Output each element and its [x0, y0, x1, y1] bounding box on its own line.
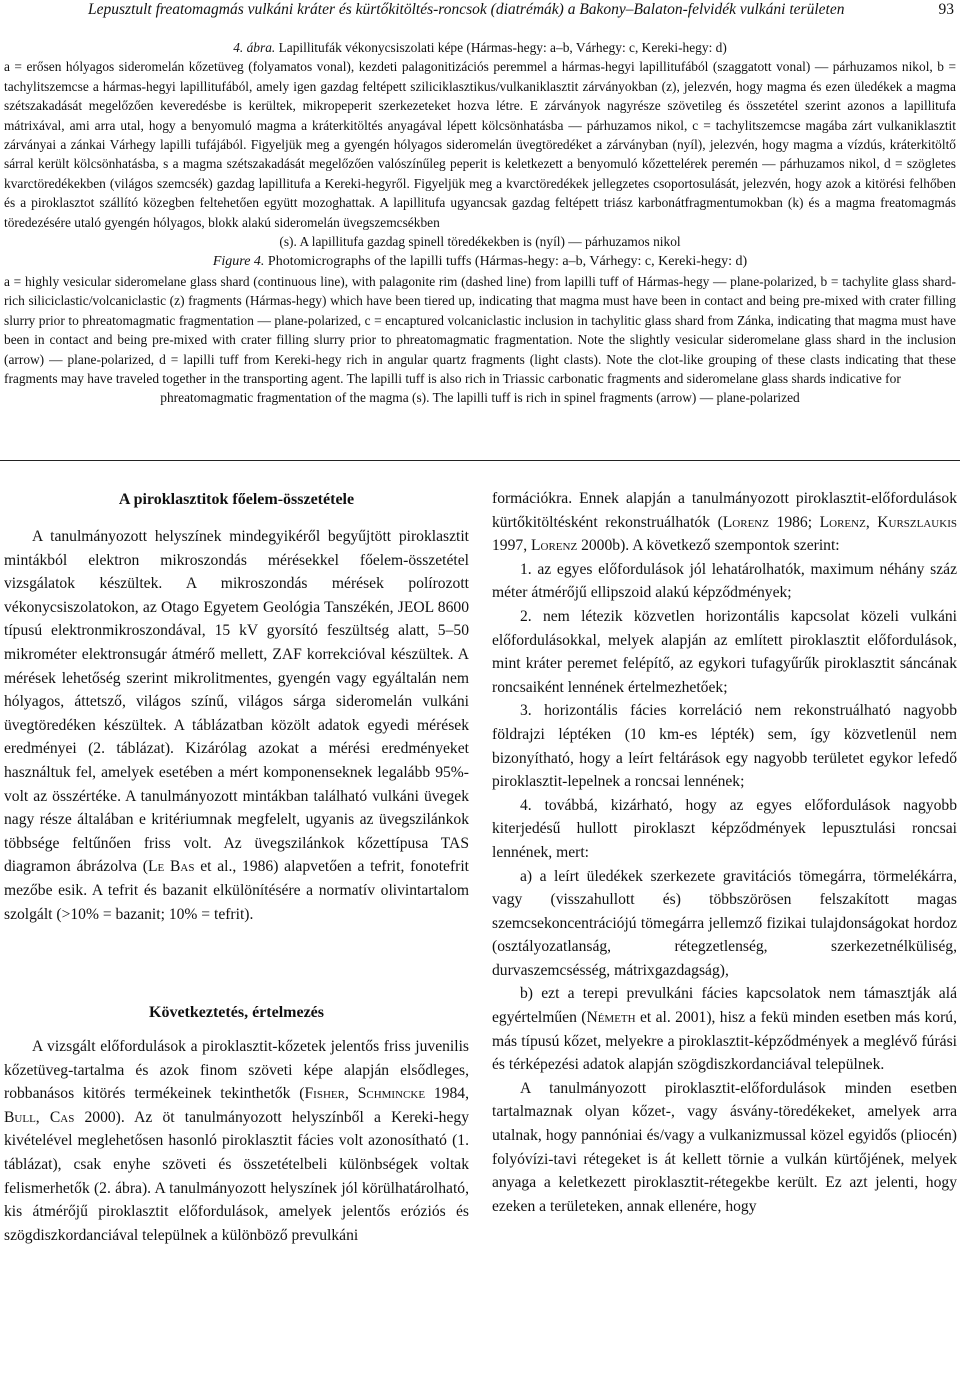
page-number: 93 [938, 1, 954, 18]
list-subitem: a) a leírt üledékek szerkezete gravitációs tömegárra, törmelékárra, vagy (visszahullott és) többszörösen felszakított magas szemcsekoncentrációjú tömegárra jellemző fizikai tulajdonságokat hordoz (osztályozatlanság, rétegzetlenség, szerkezetnélküliség, durvaszemcsésség, mátrixgazdagság), [492, 867, 957, 979]
figure-caption-en-tail: phreatomagmatic fragmentation of the magma (s). The lapilli tuff is rich in spinel fragments (arrow) — plane-polarized [160, 390, 800, 406]
figure-caption-en-heading [4, 252, 956, 271]
list-item: 1. az egyes előfordulások jól lehatárolhatók, maximum néhány száz méter átmérőjű ellipszoid alakú képződmények; [492, 560, 957, 602]
citation: Lorenz, Kurszlaukis [819, 513, 957, 531]
figure-caption-hu-tail: (s). A lapillitufa gazdag spinell töredékekben is (nyíl) — párhuzamos nikol [279, 234, 681, 250]
figure-title-en: Photomicrographs of the lapilli tuffs (Hármas-hegy: a–b, Várhegy: c, Kereki-hegy: d) [267, 254, 748, 270]
paragraph-continuation: formációkra. Ennek alapján a tanulmányozott piroklasztit-előfordulások kürtőkitöltésként rekonstruálhatók (Lorenz 1986; Lorenz, Kurszlaukis 1997, Lorenz 2000b). A következő szempontok szerint: [492, 490, 957, 555]
list-item: 4. továbbá, kizárható, hogy az egyes előfordulások nagyobb kiterjedésű hullott piroklaszt képződmények lepusztulási roncsai lennének, mert: [492, 796, 957, 861]
list-item: 3. horizontális fácies korreláció nem rekonstruálható nagyobb földrajzi léptéken (10 km-es lépték) sem, így közvetlenül nem bizonyítható, hogy a leírt feltárások egy nagyobb területet egykor lefedő piroklasztit-lepelnek a roncsai lennének; [492, 702, 957, 791]
figure-caption-hu-body: a = erősen hólyagos sideromelán kőzetüveg (folyamatos vonal), kezdeti palagonitizációs peremmel a hármas-hegyi lapillitufából (szaggatott vonal) — párhuzamos nikol, b = tachylitszemcse a hármas-hegyi lapillitufából, amely igen gazdag feltépett sziliciklasztikus/vulkaniklasztit zárványokban (z), jelezvén, hogy magma és ezen üledékek a magma szétszakadását megelőzően keveredésbe is kerültek, mikropeperit szerkezeteket hozva létre. E zárványok nagyrésze szövetileg és összetétel szerint azonos a lapillitufa mátrixával, ami arra utal, hogy a benyomuló magma a kráterkitöltés anyagával lépett kölcsönhatásba — párhuzamos nikol, c = tachylitszemcse magába zárt vulkaniklasztit zárványai a zánkai Várhegy lapilli tufájából. Figyeljük meg a gyengén hólyagos sideromelán üvegtöredéket a zárványban (nyíl), jelezvén, hogy magma a vízdús, kráterkitöltő sárral került kölcsönhatásba, s a magma szétszakadását megelőzően valószínűleg peperit is keletkezett a benyomuló kőzettelérek peremén — párhuzamos nikol, d = szögletes kvarctöredékekben (világos szemcsék) gazdag lapillitufa a Kereki-hegyről. Figyeljük meg a kvarctöredékek jellegzetes csoportosulását, jelezvén, hogy azok a kitörési felhőben és a piroklasztot szállító közegben feltehetően együtt mozoghattak. A lapillitufa ugyancsak gazdag feltépett triász karbonátfragmentumokban (k) és a magma freatomagmás töredezésére utaló gyengén hólyagos, blokk alakú sideromelán üvegszemcsékben [4, 59, 956, 230]
section-heading-major-elements: A piroklasztitok főelem-összetétele [118, 491, 355, 508]
running-header [0, 0, 960, 22]
section-divider [0, 460, 960, 461]
citation: Lorenz [722, 513, 769, 531]
figure-title-hu: Lapillitufák vékonycsiszolati képe (Hármas-hegy: a–b, Várhegy: c, Kereki-hegy: d) [278, 40, 727, 55]
list-subitem: b) ezt a terepi prevulkáni fácies kapcsolatok nem támasztják alá egyértelműen (Németh et al. 2001), hisz a fekü minden esetben más korú, más típusú kőzet, melyekre a piroklasztit-képződmények a meglévő fúrási és térképezési adatok alapján szögdiszkordanciával települnek. [492, 985, 957, 1074]
paragraph-conclusions: A vizsgált előfordulások a piroklasztit-kőzetek jelentős friss juvenilis kőzetüveg-tartalma és azok finom szöveti képe alapján elsődleges, robbanásos kitörés termékeinek tekinthetők (Fisher, Schmincke 1984, Bull, Cas 2000). Az öt tanulmányozott helyszínből a Kereki-hegy kivételével meglehetősen hasonló piroklasztit fácies volt azonosítható (1. táblázat), csak enyhe szöveti és összetételbeli különbségek voltak felismerhetők (2. ábra). A tanulmányozott helyszínek jól körülhatárolható, kis átmérőjű piroklasztit előfordulások, amelyek jelentős eróziós és szögdiszkordanciával települnek a különböző prevulkáni [4, 1038, 469, 1244]
figure-caption [4, 38, 956, 408]
figure-caption-en-body: a = highly vesicular sideromelane glass shard (continuous line), with palagonite rim (dashed line) from lapilli tuff of Hármas-hegy — plane-polarized, b = tachylite glass shard-rich siliciclastic/volcaniclastic (z) fragments (Hármas-hegy) which have been tiered up, indicating that magma must have been in contact and being pre-mixed with crater filling slurry prior to phreatomagmatic fragmentation — plane-polarized, c = encaptured volcaniclastic inclusion in tachylitic glass shard from Zánka, indicating that magma must have been in contact and being pre-mixed with crater filling slurry prior to phreatomagmatic fragmentation. Note the slightly vesicular sideromelane glass shard in the inclusion (arrow) — plane-polarized, d = lapilli tuff from Kereki-hegy rich in angular quartz fragments (light clasts). Note the clot-like grouping of these clasts indicating that these fragments may have traveled together in the transporting agent. The lapilli tuff is also rich in Triassic carbonatic fragments and sideromelane glass shards indicative for [4, 273, 956, 386]
paragraph-pyroclastic-deposits: A tanulmányozott piroklasztit-előfordulások minden esetben tartalmaznak olyan kőzet-, vagy ásvány-töredékeket, amelyek arra utalnak, hogy pannóniai és/vagy a vulkanizmussal közel egyidős (pliocén) folyóvízi-tavi rétegeket is át kellett törnie a vulkán kürtőjének, melyek anyaga a keletkezett piroklasztit-rétegekbe került. Ez azt jelenti, hogy ezeken a területeken, annak ellenére, hogy [492, 1079, 957, 1215]
figure-label-hu: 4. ábra. [233, 40, 276, 55]
section-heading-conclusions: Következtetés, értelmezés [149, 1004, 324, 1022]
list-item: 2. nem létezik közvetlen horizontális kapcsolat közeli vulkáni előfordulásokkal, melyek alapján az említett piroklasztit előfordulások, mint kráter peremet felépítő, az egykori tufagyűrűk piroklasztit sáncának roncsaiként lennének értelmezhetőek; [492, 607, 957, 696]
citation: Fisher, Schmincke [304, 1085, 426, 1103]
running-title: Lepusztult freatomagmás vulkáni kráter és kürtőkitöltés-roncsok (diatrémák) a Bakony–Balaton-felvidék vulkáni területen [88, 1, 845, 18]
figure-label-en: Figure 4. [212, 254, 265, 270]
right-column [492, 487, 957, 1218]
figure-caption-hu-heading [4, 38, 956, 57]
citation: Bull, Cas [4, 1108, 75, 1126]
citation: Le Bas [148, 858, 195, 876]
paragraph-major-elements: A tanulmányozott helyszínek mindegyikéről begyűjtött piroklasztit mintákból elektron mikroszondás mérésekkel főelem-összetétel vizsgálatok készültek. A mikroszondás mérések polírozott vékonycsiszolatokon, az Otago Egyetem Geológia Tanszékén, JEOL 8600 típusú elektronmikroszondával, 15 kV gyorsító feszültség alatt, 5–50 mikrométer elektronsugár átmérő mellett, ZAF korrekcióval készültek. A mérések lehetőség szerint mikrolitmentes, gyengén vagy egyáltalán nem hólyagos, áttetsző, világos színű, világos sárga sideromelán vulkáni üvegtöredéken készültek. A táblázatban közölt adatok egyedi mérések eredményei (2. táblázat). Kizárólag azokat a mérési eredményeket használtuk fel, amelyek esetében a mért komponenseknek legalább 95%-volt az összértéke. A tanulmányozott mintákban található vulkáni üvegek nagy része általában e kritériumnak megfelelt, ugyanis az üvegszilánkok többsége feltűnően friss volt. Az üvegszilánkok kőzettípusa TAS diagramon ábrázolva (Le Bas et al., 1986) alapvetően a tefrit, fonotefrit mezőbe esik. A tefrit és bazanit elkülönítésére a normatív olivintartalom szolgált (>10% = bazanit; 10% = tefrit). [4, 528, 469, 923]
citation: Németh [586, 1009, 636, 1027]
left-column [4, 487, 469, 1247]
citation: Lorenz [530, 537, 578, 555]
